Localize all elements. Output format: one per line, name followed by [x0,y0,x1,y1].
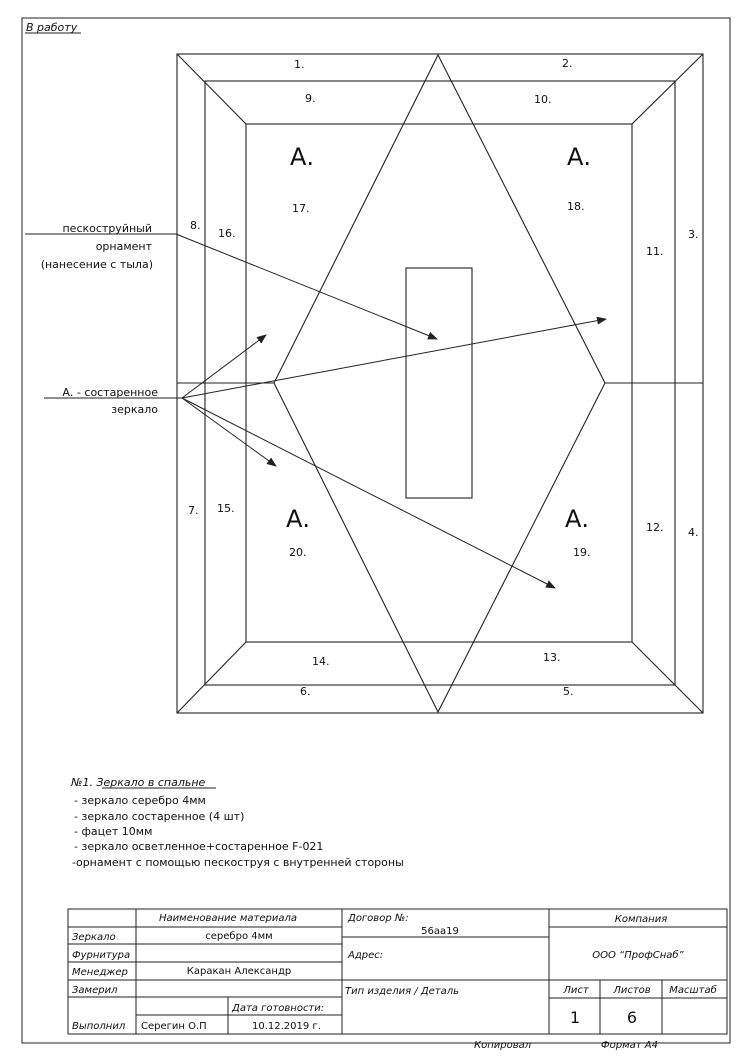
panel-number: 5. [563,685,574,698]
row-label: Замерил [72,985,118,996]
panel-number: 14. [312,655,330,668]
panel-numbers [188,57,699,698]
copied-label: Копировал [474,1040,532,1051]
panel-number: 7. [188,504,199,517]
leader-arrow [182,335,266,398]
notes-item: - зеркало осветленное+состаренное F-021 [74,840,324,853]
callout-text: А. - состаренное [62,386,158,399]
row-value: Серегин О.П [141,1021,207,1032]
sheets-value: 6 [626,1008,638,1027]
zone-letter: А. [286,505,311,533]
callout-text: (нанесение с тыла) [40,258,153,271]
format-label: Формат А4 [601,1040,658,1051]
panel-number: 15. [217,502,235,515]
row-label: Фурнитура [72,950,131,961]
title-block-text [72,913,717,1051]
contract-label: Договор №: [348,913,409,924]
panel-number: 11. [646,245,664,258]
central-rhombus [274,55,605,712]
row-label: Менеджер [72,967,128,978]
miter-line [177,642,246,713]
notes-title: №1. Зеркало в спальне [71,776,206,789]
panel-number: 2. [562,57,573,70]
miter-line [632,642,703,713]
zone-letter: А. [567,143,592,171]
miter-line [177,54,246,124]
panel-number: 1. [294,58,305,71]
ready-date: 10.12.2019 г. [252,1021,321,1032]
leader-arrow [176,234,437,339]
notes-item: - зеркало состаренное (4 шт) [74,810,245,823]
zone-letter: А. [290,143,315,171]
row-value: Каракан Александр [186,966,292,977]
panel-number: 17. [292,202,310,215]
panel-number: 10. [534,93,552,106]
row-label: Выполнил [72,1021,126,1032]
address-label: Адрес: [348,950,384,961]
stamp-text: В работу [26,21,78,34]
panel-number: 3. [688,228,699,241]
product-type-label: Тип изделия / Деталь [345,986,460,997]
company-name: ООО “ПрофСнаб” [592,950,684,961]
leader-arrow [182,398,276,466]
miter-line [632,54,703,124]
leader-arrow [182,398,555,588]
sheets-label: Листов [613,985,651,996]
panel-number: 9. [305,92,316,105]
panel-number: 20. [289,546,307,559]
company-label: Компания [614,914,668,925]
scale-label: Масштаб [669,985,717,996]
panel-number: 8. [190,219,201,232]
sheet-value: 1 [569,1008,581,1027]
callout-text: пескоструйный [62,222,152,235]
panel-number: 13. [543,651,561,664]
ready-date-label: Дата готовности: [232,1003,325,1014]
notes-block [70,776,404,869]
sheet-border [22,18,730,1043]
contract-number: 56аа19 [421,926,459,937]
zone-letter: А. [565,505,590,533]
notes-item: -орнамент с помощью пескоструя с внутренней стороны [72,856,404,869]
panel-number: 12. [646,521,664,534]
panel-number: 19. [573,546,591,559]
panel-number: 16. [218,227,236,240]
panel-number: 4. [688,526,699,539]
mirror-frame [177,54,703,713]
panel-number: 18. [567,200,585,213]
notes-item: - фацет 10мм [74,825,153,838]
row-label: Зеркало [72,932,116,943]
row-value: серебро 4мм [205,931,273,942]
callout-text: зеркало [111,403,158,416]
notes-item: - зеркало серебро 4мм [74,794,206,807]
sheet-label: Лист [563,985,589,996]
panel-number: 6. [300,685,311,698]
material-header: Наименование материала [159,913,298,924]
center-rectangle [406,268,472,498]
callout-text: орнамент [95,240,152,253]
